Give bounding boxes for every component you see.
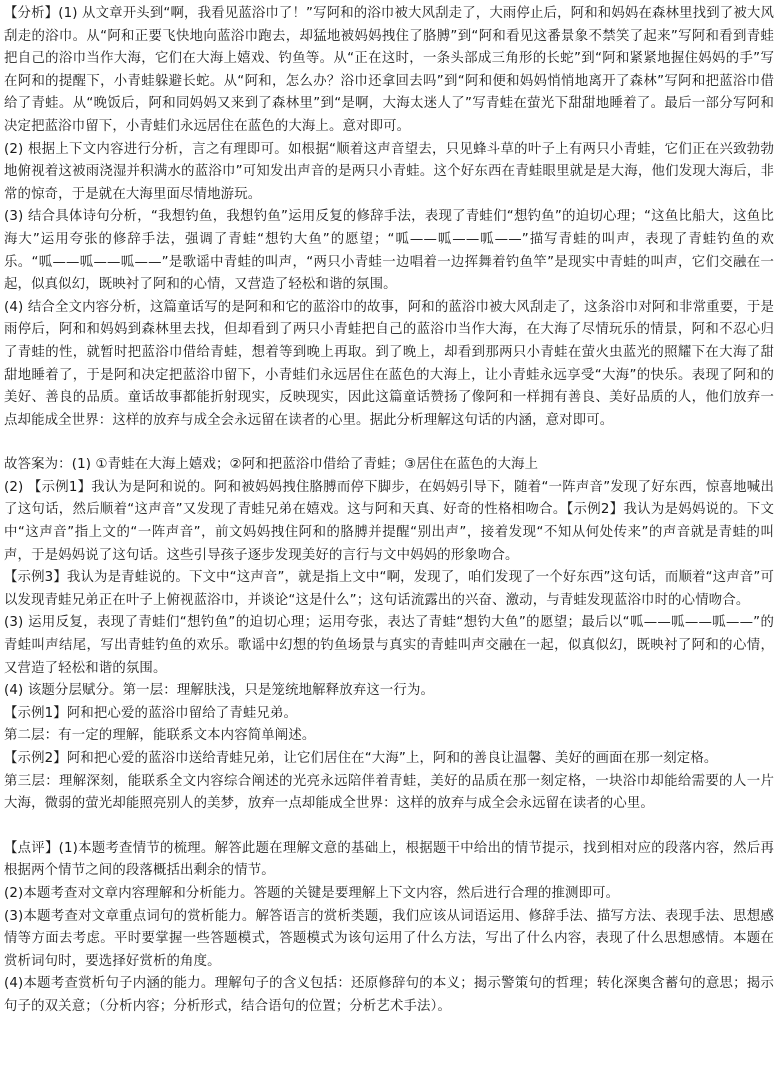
answer-paragraph-8: 【示例2】阿和把心爱的蓝浴巾送给青蛙兄弟，让它们居住在“大海”上，阿和的善良让温馨、美好的画面在那一刻定格。 [4,751,718,766]
section-spacer [4,432,774,454]
comment-paragraph-4: (4)本题考查赏析句子内涵的能力。理解句子的含义包括：还原修辞句的本义；揭示警策句的哲理；转化深奥含蓄句的意思；揭示句子的双关意；（分析内容；分析形式，结合语句的位置；分析艺术手法）。 [4,976,774,1014]
analysis-paragraph-2: (2) 根据上下文内容进行分析，言之有理即可。如根据“顺着这声音望去，只见蜂斗草的叶子上有两只小青蛙，它们正在兴致勃勃地俯视着这被雨浇湿并积满水的蓝浴巾”可知发出声音的是两只小青蛙。这个好东西在青蛙眼里就是是大海，他们发现大海后，非常的惊奇，于是就在大海里面尽情地游玩。 [4,141,774,202]
answer-paragraph-5: (4) 该题分层赋分。第一层：理解肤浅，只是笼统地解释放弃这一行为。 [4,683,435,699]
comment-paragraph-3: (3)本题考查对文章重点词句的赏析能力。解答语言的赏析类题，我们应该从词语运用、修辞手法、描写方法、表现手法、思想感情等方面去考虑。平时要掌握一些答题模式，答题模式为该句运用了什么方法，写出了什么内容，表现了什么思想感情。本题在赏析词句时，要选择好赏析的角度。 [4,908,774,969]
answers-section [4,454,774,816]
answer-paragraph-3: 【示例3】我认为是青蛙说的。下文中“这声音”，就是指上文中“啊，发现了，咱们发现了一个好东西”这句话，而顺着“这声音”可以发现青蛙兄弟正在叶子上俯视蓝浴巾，并谈论“这是什么”；这句话流露出的兴奋、激动，与青蛙发现蓝浴巾时的心情吻合。 [4,570,774,608]
analysis-paragraph-4: (4) 结合全文内容分析，这篇童话写的是阿和和它的蓝浴巾的故事，阿和的蓝浴巾被大风刮走了，这条浴巾对阿和非常重要，于是雨停后，阿和和妈妈到森林里去找，但却看到了两只小青蛙把自己的蓝浴巾当作大海，在大海了尽情玩乐的情景，阿和不忍心归了青蛙的性，就暂时把蓝浴巾借给青蛙，想着等到晚上再取。到了晚上，却看到那两只小青蛙在萤火虫蓝光的照耀下在大海了甜甜地睡着了，于是阿和决定把蓝浴巾留下，小青蛙们永远居住在蓝色的大海上，让小青蛙永远享受“大海”的快乐。表现了阿和的美好、善良的品质。童话故事都能折射现实，反映现实，因此这篇童话赞扬了像阿和一样拥有善良、美好品质的人，他们放弃一点却能成全世界：这样的放弃与成全会永远留在读者的心里。据此分析理解这句话的内涵，意对即可。 [4,299,774,428]
analysis-section [4,3,774,432]
answer-paragraph-1: 故答案为：(1) ①青蛙在大海上嬉戏；②阿和把蓝浴巾借给了青蛙；③居住在蓝色的大海上 [4,457,539,473]
answer-paragraph-9: 第三层：理解深刻，能联系全文内容综合阐述的光亮永远陪伴着青蛙，美好的品质在那一刻定格，一块浴巾却能给需要的人一片大海，微弱的萤光却能照亮别人的美梦，放弃一点却能成全世界：这样的放弃与成全会永远留在读者的心里。 [4,773,774,812]
analysis-paragraph-1: 【分析】(1) 从文章开头到“啊，我看见蓝浴巾了！”写阿和的浴巾被大风刮走了，大雨停止后，阿和和妈妈在森林里找到了被大风刮走的浴巾。从“阿和正要飞快地向蓝浴巾跑去，却猛地被妈妈拽住了胳膊”到“阿和看见这番景象不禁笑了起来”写阿和看到青蛙把自己的浴巾当作大海，它们在大海上嬉戏、钓鱼等。从“正在这时，一条头部成三角形的长蛇”到“阿和紧紧地握住妈妈的手”写在阿和的提醒下，小青蛙躲避长蛇。从“阿和，怎么办？浴巾还拿回去吗”到“阿和便和妈妈悄悄地离开了森林”写阿和把蓝浴巾借给了青蛙。从“晚饭后，阿和同妈妈又来到了森林里”到“是啊，大海太迷人了”写青蛙在萤光下甜甜地睡着了。最后一部分写阿和决定把蓝浴巾留下，小青蛙们永远居住在蓝色的大海上。意对即可。 [4,6,774,134]
answer-paragraph-4: (3) 运用反复，表现了青蛙们“想钓鱼”的迫切心理；运用夸张，表达了青蛙“想钓大鱼”的愿望；最后以“呱——呱——呱——”的青蛙叫声结尾，写出青蛙钓鱼的欢乐。歌谣中幻想的钓鱼场景与真实的青蛙叫声交融在一起，似真似幻，既映衬了阿和的心情，又营造了轻松和谐的氛围。 [4,615,774,676]
analysis-paragraph-3: (3) 结合具体诗句分析，“我想钓鱼，我想钓鱼”运用反复的修辞手法，表现了青蛙们“想钓鱼”的迫切心理；“这鱼比船大，这鱼比海大”运用夸张的修辞手法，强调了青蛙“想钓大鱼”的愿望；“呱——呱——呱——”描写青蛙的叫声，表现了青蛙钓鱼的欢乐。“呱——呱——呱——”是歌谣中青蛙的叫声，“两只小青蛙一边唱着一边挥舞着钓鱼竿”是现实中青蛙的叫声，它们交融在一起，似真似幻，既映衬了阿和的心情，又营造了轻松和谐的氛围。 [4,209,774,293]
answer-paragraph-7: 第二层：有一定的理解，能联系文本内容简单阐述。 [4,728,316,744]
answer-paragraph-6: 【示例1】阿和把心爱的蓝浴巾留给了青蛙兄弟。 [4,705,298,721]
section-spacer [4,816,774,838]
comment-paragraph-2: (2)本题考查对文章内容理解和分析能力。答题的关键是要理解上下文内容，然后进行合理的推测即可。 [4,885,620,901]
comment-paragraph-1: 【点评】(1)本题考查情节的梳理。解答此题在理解文意的基础上，根据题干中给出的情节提示，找到相对应的段落内容，然后再根据两个情节之间的段落概括出剩余的情节。 [4,840,774,879]
comments-section [4,838,774,1019]
answer-paragraph-2: (2) 【示例1】我认为是阿和说的。阿和被妈妈拽住胳膊而停下脚步，在妈妈引导下，随着“一阵声音”发现了好东西，惊喜地喊出了这句话，然后顺着“这声音”又发现了青蛙兄弟在嬉戏。这与阿和天真、好奇的性格相吻合。【示例2】我认为是妈妈说的。下文中“这声音”指上文的“一阵声音”，前文妈妈拽住阿和的胳膊并提醒“别出声”，接着发现“不知从何处传来”的声音就是青蛙的叫声，于是妈妈说了这句话。这些引导孩子逐步发现美好的言行与文中妈妈的形象吻合。 [4,479,774,563]
